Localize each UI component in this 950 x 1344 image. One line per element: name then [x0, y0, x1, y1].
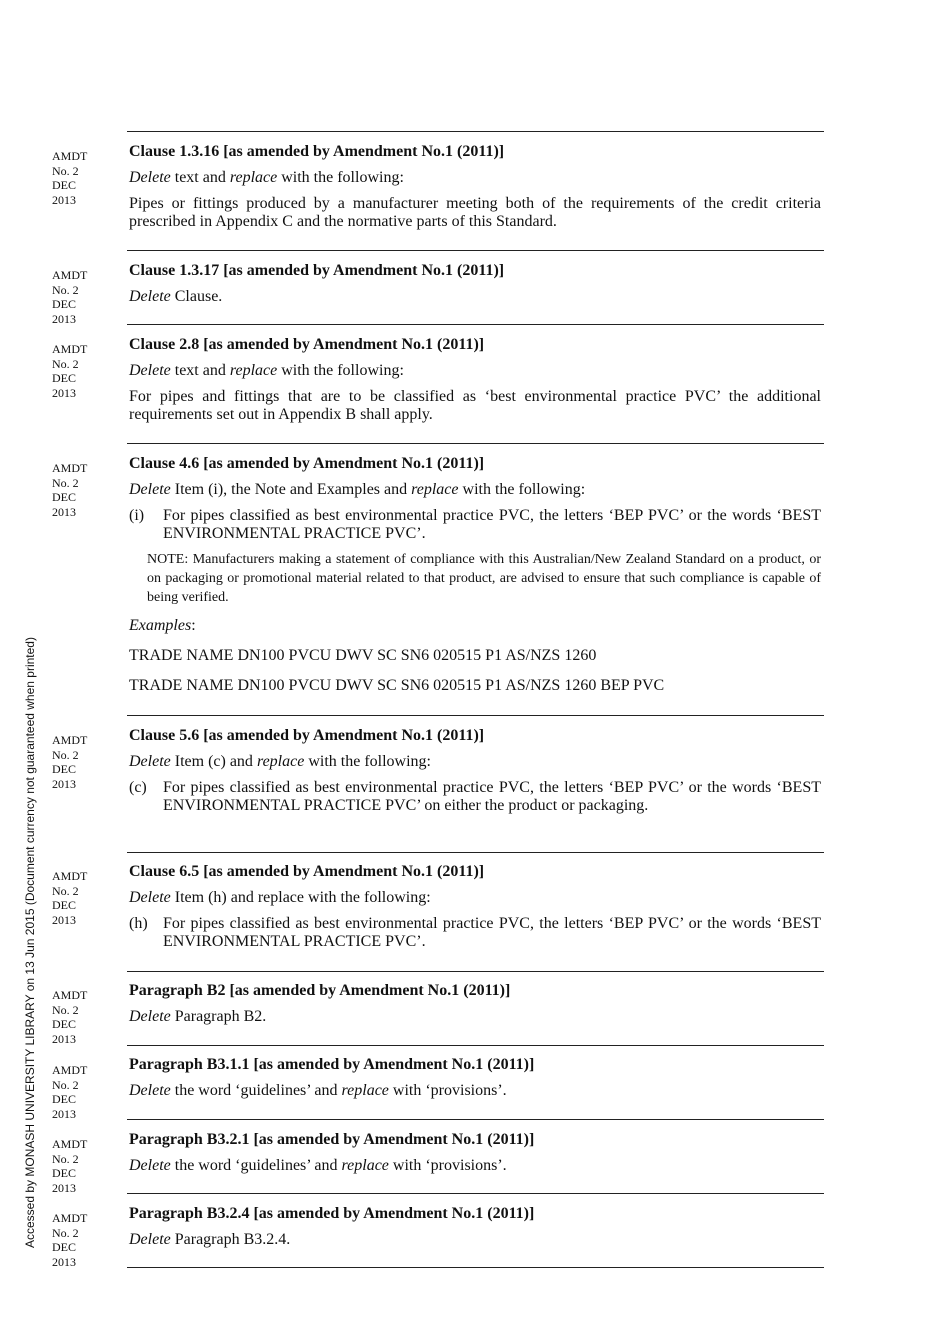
section-divider	[127, 1193, 824, 1194]
item-label: (i)	[129, 507, 145, 524]
examples-heading: Examples:	[129, 617, 196, 634]
section-clause-4-6	[129, 454, 821, 695]
instruction: Delete Item (i), the Note and Examples and replace with the following:	[129, 481, 586, 498]
section-divider	[127, 324, 824, 325]
instruction: Delete the word ‘guidelines’ and replace with ‘provisions’.	[129, 1157, 507, 1174]
section-title: Paragraph B2 [as amended by Amendment No.1 (2011)]	[129, 982, 511, 999]
note: NOTE: Manufacturers making a statement of compliance with this Australian/New Zealand Standard on a product, or on packaging or promotional material related to that product, are advised to ensure that such compliance is capable of being verified.	[147, 552, 821, 605]
amendment-marker: AMDT No. 2 DEC 2013	[52, 1211, 88, 1269]
instruction: Delete text and replace with the following:	[129, 169, 404, 186]
instruction: Delete Paragraph B2.	[129, 1008, 267, 1025]
section-clause-1-3-17	[129, 261, 821, 306]
section-clause-6-5	[129, 862, 821, 951]
item-text: For pipes classified as best environmental practice PVC, the letters ‘BEP PVC’ or the words ‘BEST ENVIRONMENTAL PRACTICE PVC’.	[163, 915, 821, 950]
section-clause-1-3-16	[129, 142, 821, 231]
section-title: Paragraph B3.1.1 [as amended by Amendment No.1 (2011)]	[129, 1056, 535, 1073]
section-divider	[127, 971, 824, 972]
section-title: Clause 1.3.17 [as amended by Amendment No.1 (2011)]	[129, 262, 505, 279]
amendment-marker: AMDT No. 2 DEC 2013	[52, 268, 88, 326]
item-text: For pipes classified as best environmental practice PVC, the letters ‘BEP PVC’ or the words ‘BEST ENVIRONMENTAL PRACTICE PVC’ on either the product or packaging.	[163, 779, 821, 814]
section-title: Clause 2.8 [as amended by Amendment No.1 (2011)]	[129, 336, 485, 353]
section-divider	[127, 715, 824, 716]
example-line: TRADE NAME DN100 PVCU DWV SC SN6 020515 P1 AS/NZS 1260	[129, 647, 597, 664]
amendment-marker: AMDT No. 2 DEC 2013	[52, 869, 88, 927]
section-title: Paragraph B3.2.4 [as amended by Amendment No.1 (2011)]	[129, 1205, 535, 1222]
section-paragraph-b2	[129, 981, 821, 1026]
section-title: Clause 1.3.16 [as amended by Amendment No.1 (2011)]	[129, 143, 505, 160]
section-paragraph-b3-2-1	[129, 1130, 821, 1175]
item-label: (c)	[129, 779, 147, 796]
instruction: Delete Paragraph B3.2.4.	[129, 1231, 291, 1248]
instruction: Delete Item (c) and replace with the following:	[129, 753, 431, 770]
list-item	[129, 779, 821, 815]
replacement-text: Pipes or fittings produced by a manufacturer meeting both of the requirements of the credit criteria prescribed in Appendix C and the normative parts of this Standard.	[129, 195, 821, 230]
instruction: Delete Item (h) and replace with the following:	[129, 889, 431, 906]
amendment-marker: AMDT No. 2 DEC 2013	[52, 1137, 88, 1195]
section-paragraph-b3-1-1	[129, 1055, 821, 1100]
amendment-marker: AMDT No. 2 DEC 2013	[52, 342, 88, 400]
section-clause-2-8	[129, 335, 821, 424]
instruction: Delete Clause.	[129, 288, 223, 305]
list-item	[129, 915, 821, 951]
section-paragraph-b3-2-4	[129, 1204, 821, 1249]
list-item	[129, 507, 821, 543]
amendment-marker: AMDT No. 2 DEC 2013	[52, 1063, 88, 1121]
section-clause-5-6	[129, 726, 821, 815]
section-title: Paragraph B3.2.1 [as amended by Amendment No.1 (2011)]	[129, 1131, 535, 1148]
section-title: Clause 5.6 [as amended by Amendment No.1 (2011)]	[129, 727, 485, 744]
item-label: (h)	[129, 915, 148, 932]
instruction: Delete the word ‘guidelines’ and replace with ‘provisions’.	[129, 1082, 507, 1099]
access-watermark: Accessed by MONASH UNIVERSITY LIBRARY on 13 Jun 2015 (Document currency not guaranteed when printed)	[23, 637, 37, 1248]
amendment-marker: AMDT No. 2 DEC 2013	[52, 733, 88, 791]
section-divider	[127, 443, 824, 444]
section-divider	[127, 1267, 824, 1268]
amendment-marker: AMDT No. 2 DEC 2013	[52, 461, 88, 519]
amendment-marker: AMDT No. 2 DEC 2013	[52, 149, 88, 207]
section-title: Clause 6.5 [as amended by Amendment No.1 (2011)]	[129, 863, 485, 880]
amendment-marker: AMDT No. 2 DEC 2013	[52, 988, 88, 1046]
replacement-text: For pipes and fittings that are to be classified as ‘best environmental practice PVC’ the additional requirements set out in Appendix B shall apply.	[129, 388, 821, 423]
section-title: Clause 4.6 [as amended by Amendment No.1 (2011)]	[129, 455, 485, 472]
item-text: For pipes classified as best environmental practice PVC, the letters ‘BEP PVC’ or the words ‘BEST ENVIRONMENTAL PRACTICE PVC’.	[163, 507, 821, 542]
example-line: TRADE NAME DN100 PVCU DWV SC SN6 020515 P1 AS/NZS 1260 BEP PVC	[129, 677, 665, 694]
section-divider	[127, 1119, 824, 1120]
section-divider	[127, 250, 824, 251]
section-divider	[127, 131, 824, 132]
section-divider	[127, 1045, 824, 1046]
instruction: Delete text and replace with the following:	[129, 362, 404, 379]
section-divider	[127, 852, 824, 853]
